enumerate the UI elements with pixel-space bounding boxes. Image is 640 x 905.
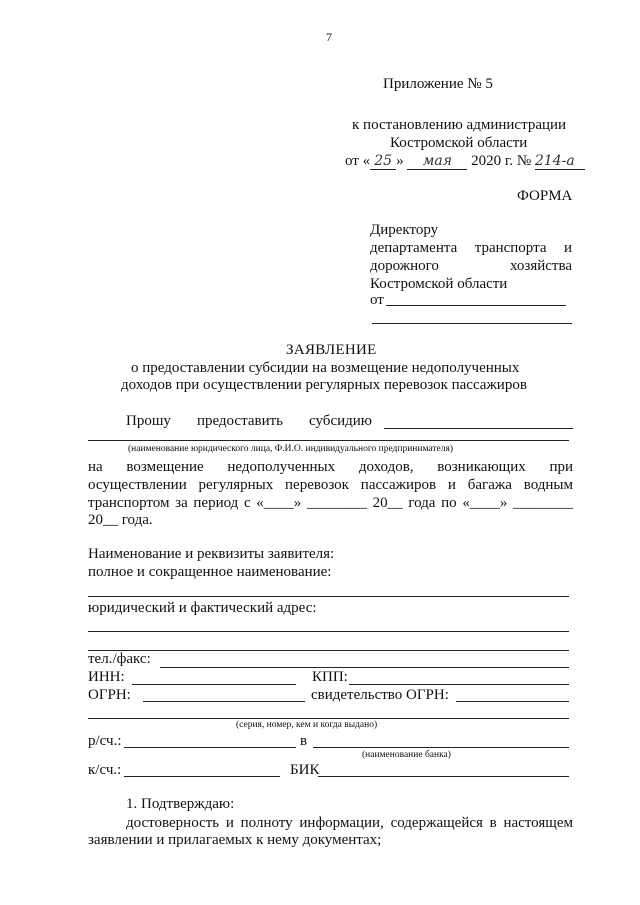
inn-field[interactable] xyxy=(132,684,296,685)
cert-details-field[interactable] xyxy=(88,718,569,719)
bank-field[interactable] xyxy=(313,747,569,748)
appendix-line1: к постановлению администрации xyxy=(352,117,567,133)
statement-sub2: доходов при осуществлении регулярных перевозок пассажиров xyxy=(121,377,527,393)
date-month: мая xyxy=(407,153,467,170)
date-number: 214-а xyxy=(535,153,585,170)
statement-heading: ЗАЯВЛЕНИЕ xyxy=(286,342,377,358)
confirm-text2: заявлении и прилагаемых к нему документах; xyxy=(88,832,382,848)
inn-label: ИНН: xyxy=(88,669,125,685)
from-field-line1[interactable] xyxy=(386,305,566,306)
ogrn-field[interactable] xyxy=(143,701,305,702)
account-field[interactable] xyxy=(124,747,296,748)
corr-account-label: к/сч.: xyxy=(88,762,122,778)
cert-caption: (серия, номер, кем и когда выдано) xyxy=(236,720,378,730)
cert-label: свидетельство ОГРН: xyxy=(311,687,449,703)
addressee-line1: Директору xyxy=(370,222,439,238)
date-day: 25 xyxy=(370,153,396,170)
full-name-field[interactable] xyxy=(88,596,569,597)
address-field-1[interactable] xyxy=(88,631,569,632)
ogrn-label: ОГРН: xyxy=(88,687,131,703)
phone-label: тел./факс: xyxy=(88,651,151,667)
request-body2: осуществлении регулярных перевозок пассажиров и багажа водным xyxy=(88,477,573,493)
confirm-heading: 1. Подтверждаю: xyxy=(126,796,235,812)
corr-account-field[interactable] xyxy=(124,776,280,777)
request-body3: транспортом за период с «____» ________ 20__ года по «____» ________ xyxy=(88,495,573,511)
request-body1: на возмещение недополученных доходов, возникающих при xyxy=(88,459,573,475)
confirm-text1: достоверность и полноту информации, содержащейся в настоящем xyxy=(126,815,573,831)
statement-sub1: о предоставлении субсидии на возмещение недополученных xyxy=(131,360,520,376)
addressee-line4: Костромской области xyxy=(370,276,508,292)
kpp-field[interactable] xyxy=(349,684,569,685)
address-field-2[interactable] xyxy=(88,650,569,651)
account-label: р/сч.: xyxy=(88,733,122,749)
from-field-line2[interactable] xyxy=(372,323,572,324)
date-mid: » xyxy=(396,153,404,169)
addressee-line2: департамента транспорта и xyxy=(370,240,572,256)
page-number: 7 xyxy=(326,30,332,44)
phone-field[interactable] xyxy=(160,667,569,668)
appendix-date xyxy=(345,153,585,170)
date-prefix: от « xyxy=(345,153,371,169)
applicant-name-caption: (наименование юридического лица, Ф.И.О. индивидуального предпринимателя) xyxy=(128,444,454,454)
address-label: юридический и фактический адрес: xyxy=(88,600,317,616)
request-prompt: Прошу предоставить субсидию xyxy=(126,413,372,429)
appendix-line2: Костромской области xyxy=(390,135,528,151)
date-year: 2020 г. № xyxy=(471,153,532,169)
request-body4: 20__ года. xyxy=(88,512,153,528)
addressee-from: от xyxy=(370,292,384,308)
bank-caption: (наименование банка) xyxy=(362,750,451,760)
subsidy-field[interactable] xyxy=(384,428,573,429)
addressee-line3: дорожного хозяйства xyxy=(370,258,572,274)
full-name-label: полное и сокращенное наименование: xyxy=(88,564,332,580)
bik-label: БИК xyxy=(290,762,320,778)
appendix-title: Приложение № 5 xyxy=(383,76,493,92)
applicant-name-field[interactable] xyxy=(88,440,569,441)
bank-in-label: в xyxy=(300,733,308,749)
cert-field[interactable] xyxy=(456,701,569,702)
kpp-label: КПП: xyxy=(312,669,348,685)
applicant-heading: Наименование и реквизиты заявителя: xyxy=(88,546,335,562)
form-label: ФОРМА xyxy=(517,188,573,204)
bik-field[interactable] xyxy=(318,776,569,777)
